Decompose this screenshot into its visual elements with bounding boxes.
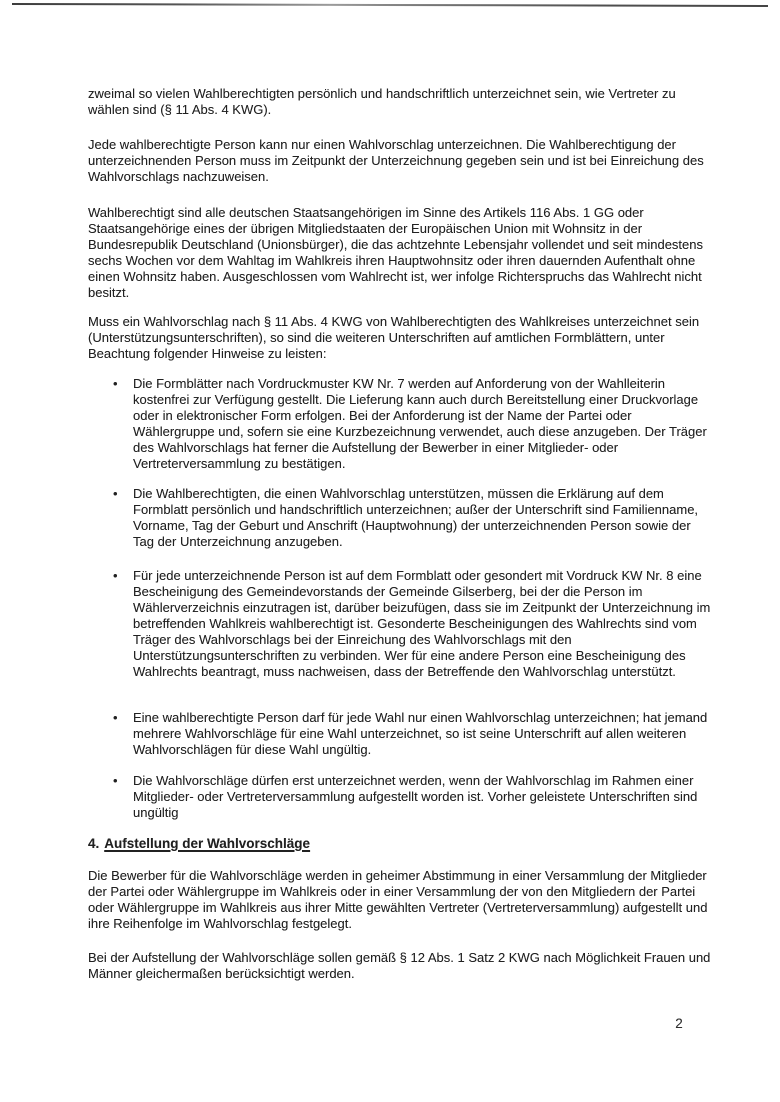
bullet-icon: • [113,710,118,725]
scan-artifact-line [12,3,768,7]
paragraph: Bei der Aufstellung der Wahlvorschläge sollen gemäß § 12 Abs. 1 Satz 2 KWG nach Möglichkeit Frauen und Männer gleichermaßen berücksichtigt werden. [88,950,711,981]
section-heading [88,836,713,852]
page-number: 2 [675,1016,683,1031]
section-number: 4. [88,836,100,851]
list-item-text: Eine wahlberechtigte Person darf für jede Wahl nur einen Wahlvorschlag unterzeichnen; hat jemand mehrere Wahlvorschläge für eine Wahl unterzeichnet, so ist seine Unterschrift auf allen weiteren Wahlvorschlägen für diese Wahl ungültig. [133,710,708,757]
bullet-icon: • [113,773,118,788]
list-item [113,710,713,758]
paragraph: Die Bewerber für die Wahlvorschläge werden in geheimer Abstimmung in einer Versammlung der Mitglieder der Partei oder Wählergruppe im Wahlkreis oder in einer Versammlung der von den Mitgliedern der Partei oder Wählergruppe im Wahlkreis aus ihrer Mitte gewählten Vertreter (Vertreterversammlung) aufgestellt und ihre Reihenfolge im Wahlvorschlag festgelegt. [88,868,708,931]
bullet-icon: • [113,568,118,583]
list-item [113,773,713,821]
list-item [113,376,713,472]
list-item-text: Für jede unterzeichnende Person ist auf dem Formblatt oder gesondert mit Vordruck KW Nr. 8 eine Bescheinigung des Gemeindevorstands der Gemeinde Gilserberg, bei der die Person im Wählerverzeichnis einzutragen ist, darüber beizufügen, dass sie im Zeitpunkt der Unterzeichnung im betreffenden Wahlkreis wahlberechtigt ist. Gesonderte Bescheinigungen des Wahlrechts sind vom Träger des Wahlvorschlags bei der Einreichung des Wahlvorschlags mit den Unterstützungsunterschriften zu verbinden. Wer für eine andere Person eine Bescheinigung des Wahlrechts beantragt, muss nachweisen, dass der Betreffende den Wahlvorschlag unterstützt. [133,568,711,679]
paragraph: Jede wahlberechtigte Person kann nur einen Wahlvorschlag unterzeichnen. Die Wahlberechtigung der unterzeichnenden Person muss im Zeitpunkt der Unterzeichnung gegeben sein und ist bei Einreichung des Wahlvorschlags nachzuweisen. [88,137,704,184]
bullet-icon: • [113,486,118,501]
list-item-text: Die Formblätter nach Vordruckmuster KW Nr. 7 werden auf Anforderung von der Wahlleiterin kostenfrei zur Verfügung gestellt. Die Lieferung kann auch durch Bereitstellung einer Druckvorlage oder in elektronischer Form erfolgen. Bei der Anforderung ist der Name der Partei oder Wählergruppe und, sofern sie eine Kurzbezeichnung verwendet, auch diese anzugeben. Der Träger des Wahlvorschlags hat ferner die Aufstellung der Bewerber in einer Mitglieder- oder Vertreterversammlung zu bestätigen. [133,376,707,471]
list-item [113,568,713,680]
paragraph: Muss ein Wahlvorschlag nach § 11 Abs. 4 KWG von Wahlberechtigten des Wahlkreises unterzeichnet sein (Unterstützungsunterschriften), so sind die weiteren Unterschriften auf amtlichen Formblättern, unter Beachtung folgender Hinweise zu leisten: [88,314,700,361]
section-title: Aufstellung der Wahlvorschläge [104,836,311,851]
list-item-text: Die Wahlvorschläge dürfen erst unterzeichnet werden, wenn der Wahlvorschlag im Rahmen einer Mitglieder- oder Vertreterversammlung aufgestellt worden ist. Vorher geleistete Unterschriften sind ungültig [133,773,698,820]
paragraph: Wahlberechtigt sind alle deutschen Staatsangehörigen im Sinne des Artikels 116 Abs. 1 GG oder Staatsangehörige eines der übrigen Mitgliedstaaten der Europäischen Union mit Wohnsitz in der Bundesrepublik Deutschland (Unionsbürger), die das achtzehnte Lebensjahr vollendet und seit mindestens sechs Wochen vor dem Wahltag im Wahlkreis ihren Hauptwohnsitz oder ihren dauernden Aufenthalt ohne einen Wohnsitz haben. Ausgeschlossen vom Wahlrecht ist, wer infolge Richterspruchs das Wahlrecht nicht besitzt. [88,205,703,300]
paragraph: zweimal so vielen Wahlberechtigten persönlich und handschriftlich unterzeichnet sein, wie Vertreter zu wählen sind (§ 11 Abs. 4 KWG). [88,86,676,117]
bullet-icon: • [113,376,118,391]
list-item [113,486,713,550]
list-item-text: Die Wahlberechtigten, die einen Wahlvorschlag unterstützen, müssen die Erklärung auf dem Formblatt persönlich und handschriftlich unterzeichnen; außer der Unterschrift sind Familienname, Vorname, Tag der Geburt und Anschrift (Hauptwohnung) der unterzeichnenden Person sowie der Tag der Unterzeichnung anzugeben. [133,486,699,549]
